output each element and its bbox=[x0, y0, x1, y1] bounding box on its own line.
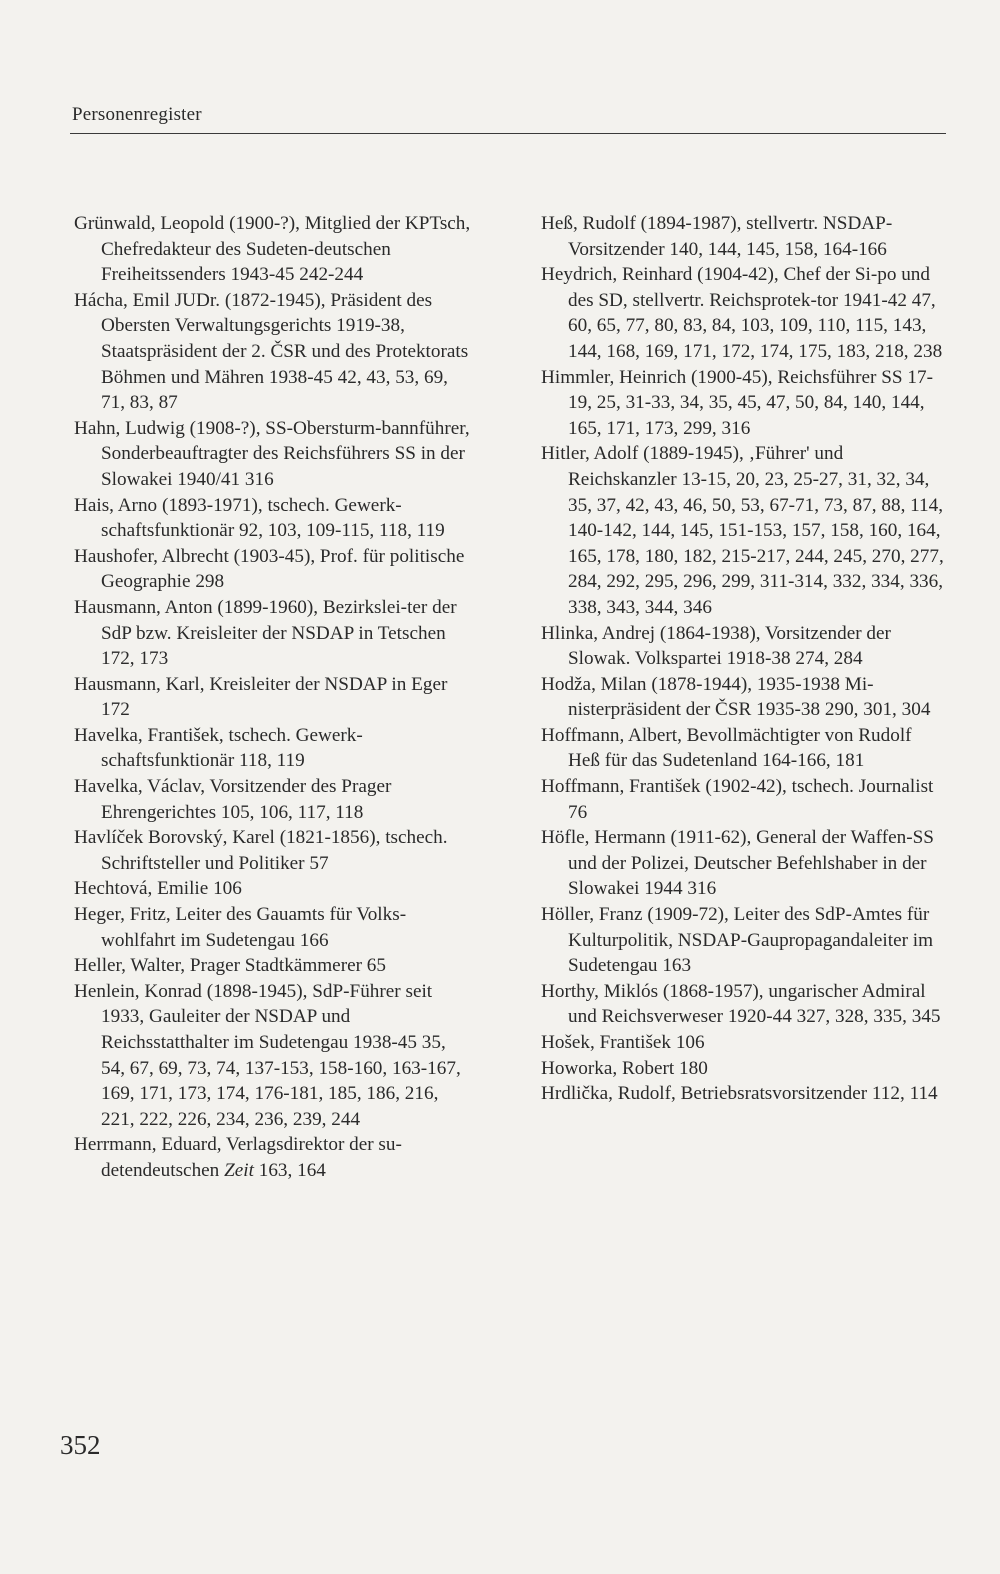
index-entry bbox=[74, 825, 474, 876]
entry-name: Hoffmann, František bbox=[541, 776, 701, 798]
index-entry bbox=[74, 1132, 474, 1183]
entry-name: Hausmann, Karl, bbox=[74, 673, 205, 695]
entry-name: Hrdlička, Rudolf, bbox=[541, 1083, 676, 1105]
index-entry bbox=[541, 441, 946, 620]
index-entry bbox=[74, 288, 474, 416]
entry-description: Prager Stadtkämmerer bbox=[189, 955, 362, 977]
entry-description: (1904-42), Chef der Si-po und des SD, stellvertr. Reichsprotek-tor 1941-42 bbox=[568, 264, 930, 311]
entry-pages: 274, 284 bbox=[795, 648, 863, 670]
entry-pages: 316 bbox=[687, 878, 717, 900]
entry-pages: 92, 103, 109-115, 118, 119 bbox=[239, 520, 445, 542]
entry-name: Hácha, Emil JUDr. bbox=[74, 289, 221, 311]
entry-name: Höller, Franz bbox=[541, 904, 643, 926]
page-number: 352 bbox=[60, 1430, 101, 1460]
entry-pages: 163, 164 bbox=[258, 1159, 326, 1181]
entry-pages: 172 bbox=[101, 699, 130, 721]
entry-description: Bevollmächtigter von Rudolf Heß für das Sudetenland bbox=[568, 724, 912, 772]
index-entry bbox=[541, 723, 946, 774]
entry-description: (1911-62), General der Waffen-SS und der Polizei, Deutscher Befehlshaber in der Slowakei 1944 bbox=[568, 827, 934, 900]
entry-description: (1900-?), Mitglied der KPTsch, Chefredakteur des Sudeten-deutschen Freiheitssenders 1943-45 bbox=[101, 213, 471, 286]
entry-name: Haushofer, Albrecht bbox=[74, 545, 229, 567]
entry-pages: 47, 60, 65, 77, 80, 83, 84, 103, 109, 110, 115, 143, 144, 168, 169, 171, 172, 174, 175, 183, 218, 238 bbox=[568, 289, 943, 362]
entry-pages: 298 bbox=[195, 571, 225, 593]
entry-pages: 290, 301, 304 bbox=[824, 699, 931, 721]
entry-description: (1889-1945), ‚Führer' und Reichskanzler bbox=[568, 443, 844, 490]
entry-pages: 35, 54, 67, 69, 73, 74, 137-153, 158-160, 163-167, 169, 171, 173, 174, 176-181, 185, 186, 216, 221, 222, 226, 234, 236, 239, 244 bbox=[101, 1032, 461, 1130]
entry-description: (1900-45), Reichsführer SS bbox=[691, 366, 903, 388]
entry-description: (1868-1957), ungarischer Admiral und Reichsverweser 1920-44 bbox=[568, 980, 926, 1028]
index-column-right bbox=[541, 211, 946, 1107]
entry-name: Hoffmann, Albert, bbox=[541, 724, 682, 746]
index-entry bbox=[541, 1030, 946, 1056]
entry-name: Hodža, Milan bbox=[541, 673, 647, 695]
index-entry bbox=[541, 1056, 946, 1082]
entry-description: (1899-1960), Bezirkslei-ter der SdP bzw. Kreisleiter der NSDAP in Tetschen bbox=[101, 596, 457, 644]
entry-description: tschech. Gewerk-schaftsfunktionär bbox=[101, 724, 363, 772]
entry-pages: 65 bbox=[366, 955, 386, 977]
entry-description: (1908-?), SS-Obersturm-bannführer, Sonderbeauftragter des Reichsführers SS in der Slowakei 1940/41 bbox=[101, 417, 470, 490]
entry-name: Heß, Rudolf bbox=[541, 213, 636, 234]
entry-name: Heller, Walter, bbox=[74, 955, 186, 977]
entry-description: Betriebsratsvorsitzender bbox=[680, 1083, 868, 1105]
entry-pages: 112, 114 bbox=[871, 1083, 938, 1105]
entry-pages: 316 bbox=[244, 468, 274, 490]
entry-pages: 13-15, 20, 23, 25-27, 31, 32, 34, 35, 37, 42, 43, 46, 50, 53, 67-71, 73, 87, 88, 114, 140-142, 144, 145, 151-153, 157, 158, 160, 164, 165, 178, 180, 182, 215-217, 244, 245, 270, 277, 284, 292, 295, 296, 299, 311-314, 332, 334, 336, 338, 343, 344, 346 bbox=[568, 468, 944, 618]
index-entry bbox=[74, 876, 474, 902]
entry-pages: 163 bbox=[662, 955, 692, 977]
index-entry bbox=[74, 672, 474, 723]
entry-description: Vorsitzender des Prager Ehrengerichtes bbox=[101, 776, 392, 823]
entry-pages: 327, 328, 335, 345 bbox=[796, 1006, 941, 1028]
entry-name: Hlinka, Andrej bbox=[541, 622, 656, 644]
entry-name: Hošek, František bbox=[541, 1032, 672, 1053]
entry-name: Hausmann, Anton bbox=[74, 596, 213, 618]
entry-pages: 76 bbox=[568, 801, 588, 823]
entry-description: (1902-42), tschech. Journalist bbox=[705, 776, 934, 798]
index-entry bbox=[74, 211, 474, 288]
entry-description: (1893-1971), tschech. Gewerk-schaftsfunktionär bbox=[101, 494, 402, 542]
entry-name: Himmler, Heinrich bbox=[541, 366, 687, 388]
entry-name: Hechtová, Emilie bbox=[74, 878, 209, 900]
entry-pages: 106 bbox=[675, 1032, 705, 1053]
index-entry bbox=[74, 544, 474, 595]
entry-pages: 118, 119 bbox=[239, 750, 305, 772]
entry-name: Havelka, František, bbox=[74, 724, 224, 746]
index-entry bbox=[541, 825, 946, 902]
index-entry bbox=[541, 774, 946, 825]
entry-description: (1821-1856), tschech. Schriftsteller und Politiker bbox=[101, 827, 448, 874]
index-column-left bbox=[74, 211, 474, 1184]
entry-pages: 140, 144, 145, 158, 164-166 bbox=[669, 238, 887, 260]
index-entry bbox=[541, 902, 946, 979]
entry-description: Verlagsdirektor der su-detendeutschen bbox=[101, 1134, 402, 1181]
entry-pages: 242-244 bbox=[299, 264, 364, 286]
index-entry bbox=[541, 211, 946, 262]
entry-name: Horthy, Miklós bbox=[541, 980, 659, 1002]
entry-pages: 166 bbox=[299, 929, 329, 951]
index-entry bbox=[541, 1081, 946, 1107]
entry-pages: 105, 106, 117, 118 bbox=[220, 801, 364, 823]
entry-name: Herrmann, Eduard, bbox=[74, 1134, 222, 1156]
entry-pages: 42, 43, 53, 69, 71, 83, 87 bbox=[101, 366, 448, 414]
index-entry bbox=[74, 953, 474, 979]
entry-name: Hitler, Adolf bbox=[541, 443, 639, 465]
entry-name: Havlíček Borovský, Karel bbox=[74, 827, 275, 849]
entry-name: Hahn, Ludwig bbox=[74, 417, 185, 439]
entry-description: (1898-1945), SdP-Führer seit 1933, Gauleiter der NSDAP und Reichsstatthalter im Sudetengau 1938-45 bbox=[101, 980, 433, 1053]
entry-name: Howorka, Robert bbox=[541, 1057, 675, 1079]
index-entry bbox=[74, 416, 474, 493]
entry-pages: 172, 173 bbox=[101, 648, 169, 670]
index-entry bbox=[74, 595, 474, 672]
entry-italic-title: Zeit bbox=[224, 1159, 254, 1181]
header-rule bbox=[70, 133, 946, 134]
index-entry bbox=[541, 262, 946, 364]
entry-name: Höfle, Hermann bbox=[541, 827, 666, 849]
entry-pages: 57 bbox=[309, 852, 329, 874]
entry-description: Kreisleiter der NSDAP in Eger bbox=[209, 673, 448, 695]
entry-description: (1903-45), Prof. für politische Geographie bbox=[101, 545, 465, 593]
entry-name: Henlein, Konrad bbox=[74, 980, 202, 1002]
index-entry bbox=[541, 621, 946, 672]
entry-name: Hais, Arno bbox=[74, 494, 158, 516]
index-entry bbox=[541, 979, 946, 1030]
index-entry bbox=[74, 774, 474, 825]
entry-description: (1878-1944), 1935-1938 Mi-nisterpräsident der ČSR 1935-38 bbox=[568, 673, 874, 721]
running-head: Personenregister bbox=[72, 104, 202, 125]
entry-description: (1894-1987), stellvertr. NSDAP-Vorsitzender bbox=[568, 213, 893, 260]
entry-pages: 17-19, 25, 31-33, 34, 35, 45, 47, 50, 84, 140, 144, 165, 171, 173, 299, 316 bbox=[568, 366, 933, 439]
entry-description: (1872-1945), Präsident des Obersten Verwaltungsgerichts 1919-38, Staatspräsident der 2. ČSR und des Protektorats Böhmen und Mähren 1938-45 bbox=[101, 289, 469, 388]
index-entry bbox=[74, 493, 474, 544]
entry-description: (1864-1938), Vorsitzender der Slowak. Volkspartei 1918-38 bbox=[568, 622, 891, 670]
index-entry bbox=[74, 902, 474, 953]
entry-name: Havelka, Václav, bbox=[74, 776, 206, 798]
entry-name: Heydrich, Reinhard bbox=[541, 264, 693, 286]
index-entry bbox=[541, 365, 946, 442]
entry-description: (1909-72), Leiter des SdP-Amtes für Kulturpolitik, NSDAP-Gaupropagandaleiter im Sudetengau bbox=[568, 904, 934, 977]
index-entry bbox=[74, 979, 474, 1133]
entry-description: Leiter des Gauamts für Volks-wohlfahrt im Sudetengau bbox=[101, 904, 407, 951]
entry-pages: 164-166, 181 bbox=[761, 750, 865, 772]
entry-pages: 180 bbox=[679, 1057, 708, 1079]
entry-pages: 106 bbox=[213, 878, 242, 900]
index-entry bbox=[541, 672, 946, 723]
entry-name: Grünwald, Leopold bbox=[74, 213, 225, 234]
index-entry bbox=[74, 723, 474, 774]
entry-name: Heger, Fritz, bbox=[74, 904, 171, 926]
